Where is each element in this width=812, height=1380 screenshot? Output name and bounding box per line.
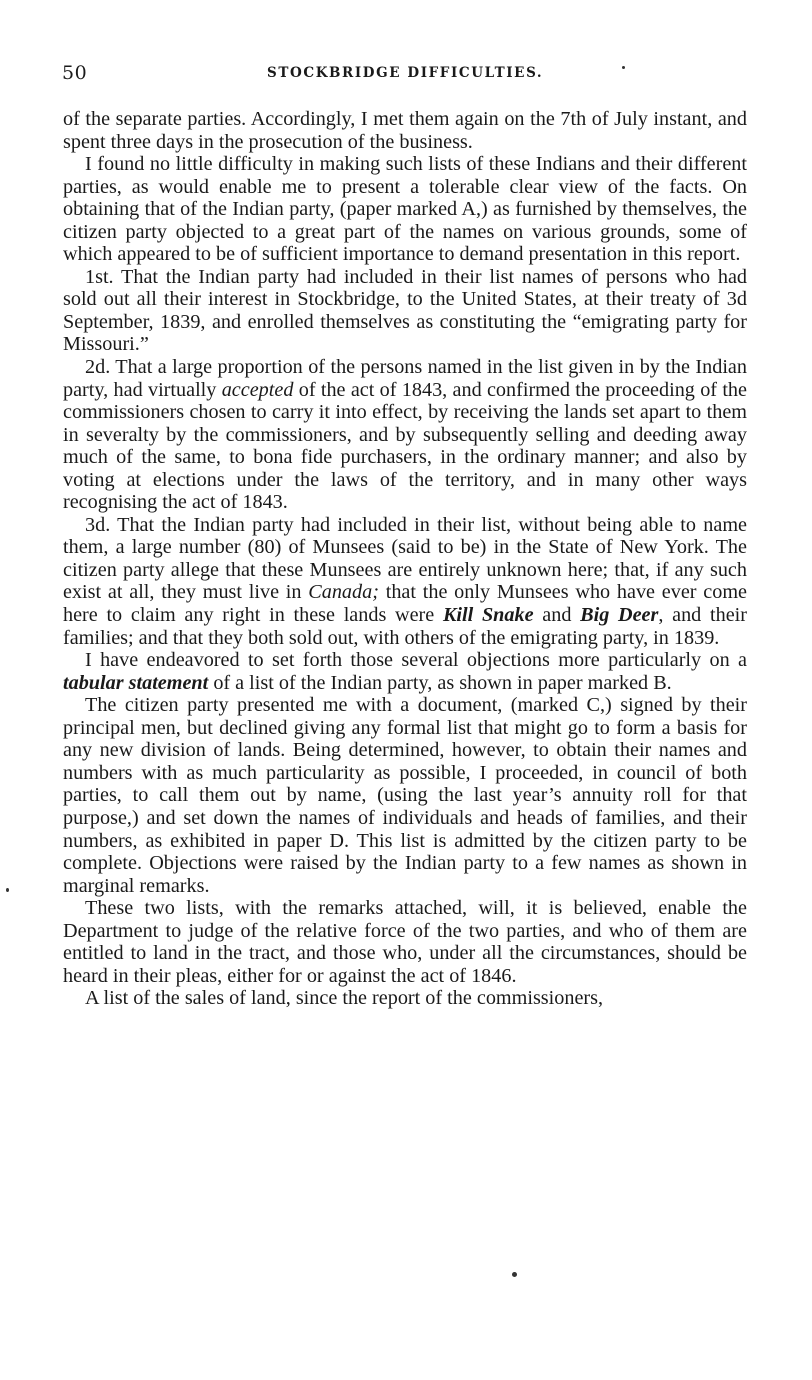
paragraph-text: of the act of 1843, and confirmed the proceeding of the commissioners chosen to carry it into effect, by receiving the lands set apart to them in severalty by the commissioners, and by subsequently selling and deeding away much of the same, to bona fide purchasers, in the ordinary manner; and also by voting at elections under the laws of the territory, and in many other ways recognising the act of 1843.: [63, 378, 747, 514]
paragraph: [63, 649, 747, 694]
emphasis-text: Kill Snake: [442, 604, 534, 627]
emphasis-text: tabular statement: [63, 671, 209, 694]
paragraph-text: The citizen party presented me with a document, (marked C,) signed by their principal men, but declined giving any formal list that might go to form a basis for any new division of lands. Being determined, however, to obtain their names and numbers with as much particularity as possible, I proceeded, in council of both parties, to call them out by name, (using the last year’s annuity roll for that purpose,) and set down the names of individuals and heads of families, and their numbers, as exhibited in paper D. This list is admitted by the citizen party to be complete. Objections were raised by the Indian party to a few names as shown in marginal remarks.: [63, 694, 747, 897]
emphasis-text: Big Deer: [580, 604, 659, 627]
emphasis-text: accepted: [221, 378, 294, 401]
paragraph-text: of the separate parties. Accordingly, I met them again on the 7th of July instant, and spent three days in the prosecution of the business.: [63, 108, 747, 153]
paragraph-text: A list of the sales of land, since the report of the commissioners,: [85, 987, 604, 1010]
paragraph-text: of a list of the Indian party, as shown in paper marked B.: [208, 671, 672, 694]
paragraph-text: I found no little difficulty in making such lists of these Indians and their different parties, as would enable me to present a tolerable clear view of the facts. On obtaining that of the Indian party, (paper marked A,) as furnished by themselves, the citizen party objected to a great part of the names on various grounds, some of which appeared to be of sufficient importance to demand presentation in this report.: [63, 153, 747, 266]
scan-speck: [622, 66, 625, 69]
scan-speck: [512, 1272, 517, 1277]
running-head: STOCKBRIDGE DIFFICULTIES.: [267, 65, 544, 81]
paragraph: [63, 514, 747, 649]
paragraph: [63, 897, 747, 987]
paragraph-text: 2d. That a large proportion of the persons named in the list given in by the Indian party, had virtually: [63, 356, 747, 401]
paragraph: [63, 987, 747, 1010]
emphasis-text: Canada;: [308, 581, 379, 604]
paragraph: [63, 356, 747, 514]
paragraph-text: that the only Munsees who have ever come here to claim any right in these lands were: [63, 581, 747, 627]
paragraph: [63, 266, 747, 356]
paragraph-text: 3d. That the Indian party had included in their list, without being able to name them, a large number (80) of Munsees (said to be) in the State of New York. The citizen party allege that these Munsees are entirely unknown here; that, if any such exist at all, they must live in: [63, 513, 747, 604]
paragraph-text: These two lists, with the remarks attached, will, it is believed, enable the Department to judge of the relative force of the two parties, and who of them are entitled to land in the tract, and those who, under all the circumstances, should be heard in their pleas, either for or against the act of 1846.: [63, 897, 747, 987]
paragraph: [63, 108, 747, 153]
paragraph: [63, 694, 747, 897]
paragraph-text: and: [533, 604, 581, 627]
paragraph: [63, 153, 747, 266]
paragraph-text: I have endeavored to set forth those several objections more particularly on a: [85, 649, 747, 672]
page-number: 50: [62, 62, 88, 84]
page-header: [62, 62, 752, 88]
scan-speck: [6, 888, 9, 892]
body-text: [63, 108, 747, 1010]
paragraph-text: , and their families; and that they both sold out, with others of the emigrating party, in 1839.: [63, 604, 747, 649]
paragraph-text: 1st. That the Indian party had included in their list names of persons who had sold out all their interest in Stockbridge, to the United States, at their treaty of 3d September, 1839, and enrolled themselves as constituting the “emigrating party for Missouri.”: [63, 265, 747, 356]
